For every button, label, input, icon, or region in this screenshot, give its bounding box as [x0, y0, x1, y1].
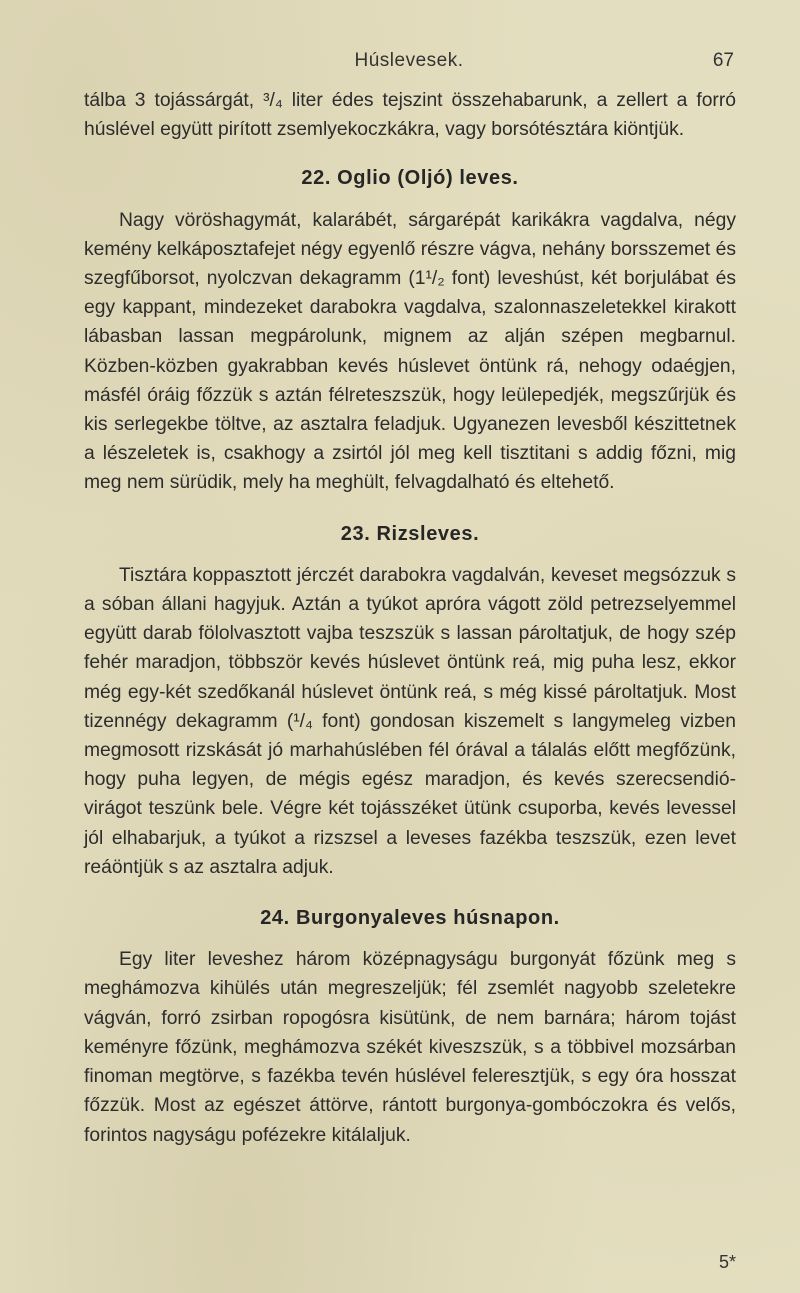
section-heading-22: 22. Oglio (Oljó) leves. — [301, 167, 519, 190]
intro-paragraph: tálba 3 tojássárgát, ³/₄ liter édes tejszint összehabarunk, a zellert a forró húslével együtt pirított zsemlyekoczkákra, vagy borsótésztára kiöntjük. — [84, 90, 736, 141]
section-paragraph-23: Tisztára koppasztott jérczét darabokra vagdalván, keveset megsózzuk s a sóban állani hagyjuk. Aztán a tyúkot apróra vágott zöld petrezselyemmel együtt darab fölolvasztott vajba teszszük s lassan pároltatjuk, de hogy szép fehér maradjon, többször kevés húslevet öntünk reá, mig puha lesz, ekkor még egy-két szedőkanál húslevet öntünk reá, s még kissé pároltatjuk. Most tizennégy dekagramm (¹/₄ font) gondosan kiszemelt s langymeleg vizben megmosott rizskását jó marhahúslében fél órával a tálalás előtt megfőzünk, hogy puha legyen, de mégis egész maradjon, és kevés szerecsendió-virágot teszünk bele. Végre két tojásszéket ütünk csuporba, kevés levessel jól elhabarjuk, a tyúkot a rizszsel a leveses fazékba teszszük, ezen levet reáöntjük s az asztalra adjuk. — [84, 564, 736, 878]
text-block — [84, 86, 736, 1150]
section-heading-23: 23. Rizsleves. — [340, 522, 480, 545]
section-paragraph-24: Egy liter leveshez három középnagyságu burgonyát főzünk meg s meghámozva kihülés után megreszeljük; fél zsemlét nagyobb szeletekre vágván, forró zsirban ropogósra kisütünk, de nem barnára; három tojást keményre főzünk, meghámozva székét kiveszszük, s a többivel mozsárban finoman megtörve, s fazékba tevén húslével feleresztjük, s egy óra hosszat főzzük. Most az egészet áttörve, rántott burgonya-gombóczokra és velős, forintos nagyságu pofézekre kitálaljuk. — [84, 949, 736, 1146]
page-number: 67 — [712, 50, 734, 71]
signature-mark: 5* — [718, 1252, 736, 1272]
running-head — [84, 50, 734, 76]
section-heading-24: 24. Burgonyaleves húsnapon. — [260, 907, 560, 930]
section-paragraph-22: Nagy vöröshagymát, kalarábét, sárgarépát karikákra vagdalva, négy kemény kelkáposztafejet négy egyenlő részre vágva, nehány borsszemet és szegfűborsot, nyolczvan dekagramm (1¹/₂ font) leveshúst, két borjulábat és egy kappant, mindezeket darabokra vagdalva, szalonnaszeletekkel kirakott lábasban lassan megpárolunk, mignem az alján szépen megbarnul. Közben-közben gyakrabban kevés húslevet öntünk rá, nehogy odaégjen, másfél óráig főzzük s aztán félreteszszük, hogy leülepedjék, megszűrjük és kis serlegekbe töltve, az asztalra feladjuk. Ugyanezen levesből készittetnek a lészeletek is, csakhogy a zsirtól jól meg kell tisztitani s addig főzni, mig meg nem sürüdik, mely ha meghült, felvagdalható és eltehető. — [84, 209, 736, 494]
running-title: Húslevesek. — [354, 50, 464, 71]
